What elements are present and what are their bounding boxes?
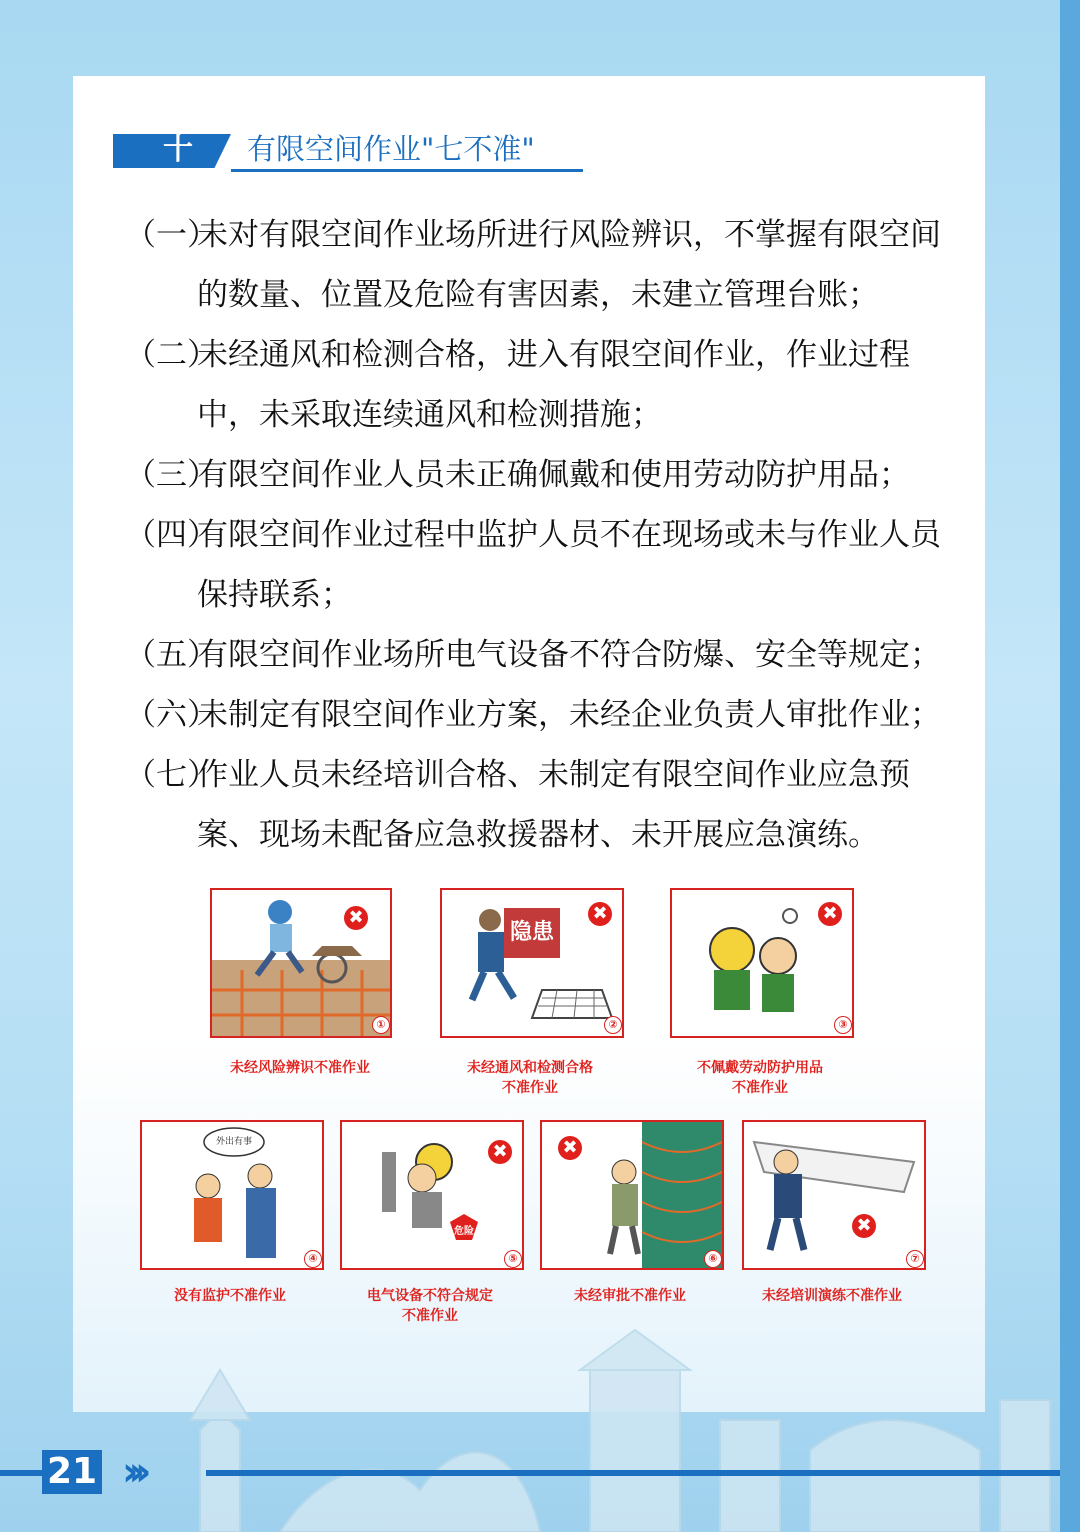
right-edge-strip: [1060, 0, 1080, 1532]
picture-number: ⑦: [906, 1250, 924, 1268]
caption-line: 没有监护不准作业: [174, 1288, 286, 1304]
rule-number: （七）: [125, 757, 218, 793]
rule-number: （一）: [125, 217, 218, 253]
city-skyline-watermark: [160, 1310, 1060, 1532]
speech-bubble-text: 外出有事: [215, 1137, 252, 1147]
rule-text: 未对有限空间作业场所进行风险辨识，不掌握有限空间的数量、位置及危险有害因素，未建立管理台账；: [197, 217, 941, 313]
section-number: 十: [163, 132, 193, 167]
rule-number: （二）: [125, 337, 218, 373]
rule-number: （六）: [125, 697, 218, 733]
rules-list: [125, 205, 955, 865]
hazard-sign: 隐患: [509, 920, 554, 945]
rule-item: [125, 445, 955, 505]
danger-sign: 危险: [454, 1226, 474, 1237]
caption-line: 不准作业: [502, 1080, 558, 1096]
footer-line: [0, 1470, 42, 1476]
illustration-3: [670, 888, 854, 1038]
illustration-caption-7: [722, 1286, 942, 1306]
prohibited-x-icon: ✖: [344, 906, 368, 930]
prohibited-x-icon: ✖: [818, 902, 842, 926]
caption-line: 未经通风和检测合格: [467, 1060, 593, 1076]
rule-text: 有限空间作业过程中监护人员不在现场或未与作业人员保持联系；: [197, 517, 941, 613]
caption-line: 不佩戴劳动防护用品: [697, 1060, 823, 1076]
prohibited-x-icon: ✖: [488, 1140, 512, 1164]
rule-text: 未制定有限空间作业方案，未经企业负责人审批作业；: [197, 697, 941, 733]
caption-line: 未经审批不准作业: [574, 1288, 686, 1304]
picture-number: ②: [604, 1016, 622, 1034]
illustration-caption-3: [650, 1058, 870, 1098]
caption-line: 未经培训演练不准作业: [762, 1288, 902, 1304]
prohibited-x-icon: ✖: [558, 1136, 582, 1160]
rule-item: [125, 325, 955, 445]
caption-line: 未经风险辨识不准作业: [230, 1060, 370, 1076]
rule-item: [125, 625, 955, 685]
picture-number: ④: [304, 1250, 322, 1268]
section-header: [113, 130, 583, 174]
illustration-caption-2: [420, 1058, 640, 1098]
illustration-1: [210, 888, 392, 1038]
rule-number: （五）: [125, 637, 218, 673]
illustration-caption-4: [120, 1286, 340, 1306]
page-number: 21: [42, 1450, 102, 1494]
prohibited-x-icon: ✖: [852, 1214, 876, 1238]
illustration-caption-6: [520, 1286, 740, 1306]
picture-number: ①: [372, 1016, 390, 1034]
illustration-7: [742, 1120, 926, 1270]
footer-line: [206, 1470, 1060, 1476]
rule-text: 有限空间作业人员未正确佩戴和使用劳动防护用品；: [197, 457, 910, 493]
illustration-caption-1: [190, 1058, 410, 1078]
illustration-caption-5: [320, 1286, 540, 1326]
rule-number: （四）: [125, 517, 218, 553]
illustration-6: [540, 1120, 724, 1270]
chevrons-right-icon: ›››: [122, 1449, 142, 1495]
rule-number: （三）: [125, 457, 218, 493]
rule-text: 未经通风和检测合格，进入有限空间作业，作业过程中，未采取连续通风和检测措施；: [197, 337, 910, 433]
rule-text: 作业人员未经培训合格、未制定有限空间作业应急预案、现场未配备应急救援器材、未开展应急演练。: [197, 757, 910, 853]
picture-number: ⑥: [704, 1250, 722, 1268]
prohibited-x-icon: ✖: [588, 902, 612, 926]
picture-number: ③: [834, 1016, 852, 1034]
caption-line: 不准作业: [402, 1308, 458, 1324]
rule-item: [125, 205, 955, 325]
rule-text: 有限空间作业场所电气设备不符合防爆、安全等规定；: [197, 637, 941, 673]
rule-item: [125, 505, 955, 625]
illustration-2: [440, 888, 624, 1038]
illustration-5: [340, 1120, 524, 1270]
caption-line: 电气设备不符合规定: [367, 1288, 493, 1304]
section-title: 有限空间作业"七不准": [247, 132, 535, 166]
rule-item: [125, 745, 955, 865]
picture-number: ⑤: [504, 1250, 522, 1268]
illustration-4: [140, 1120, 324, 1270]
rule-item: [125, 685, 955, 745]
caption-line: 不准作业: [732, 1080, 788, 1096]
section-underline: [231, 169, 583, 172]
